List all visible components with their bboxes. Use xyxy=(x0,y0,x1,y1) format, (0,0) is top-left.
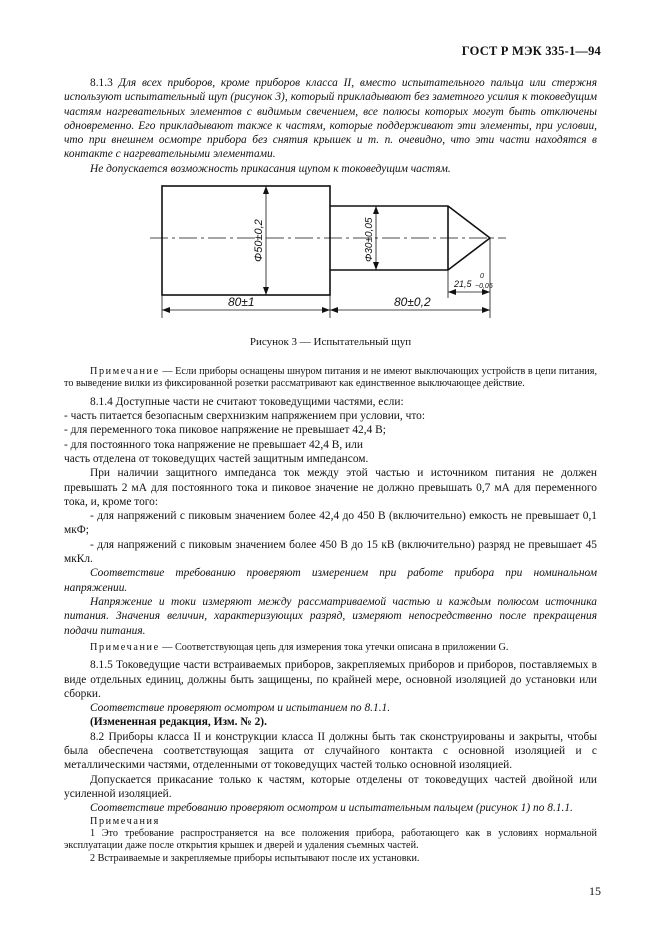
main-text xyxy=(64,366,597,865)
probe-large-cylinder xyxy=(162,186,330,295)
compliance-check: Соответствие проверяют осмотром и испытанием по 8.1.1. xyxy=(90,702,391,715)
paragraph-8-2-b: Допускается прикасание только к частям, которые отделены от токоведущих частей двойной или усиленной изоляцией. xyxy=(64,773,597,800)
document-header: ГОСТ Р МЭК 335-1—94 xyxy=(461,44,601,58)
compliance-check: Напряжение и токи измеряют между рассматриваемой частью и каждым полюсом источника питания. Значения величин, характеризующих разряд, измеряют непосредственно после прекращения подачи питания. xyxy=(64,595,597,637)
notes-heading: Примечания xyxy=(90,815,160,827)
dim-left-length: 80±1 xyxy=(228,295,255,309)
paragraph-8-1-5: 8.1.5 Токоведущие части встраиваемых приборов, закрепляемых приборов и приборов, поставляемых в виде отдельных единиц, должны быть защищены, по крайней мере, основной изоляцией до установки или сборки. xyxy=(64,659,597,700)
note-1 xyxy=(64,366,597,391)
note-item-2: 2 Встраиваемые и закрепляемые приборы испытывают после их установки. xyxy=(90,852,420,864)
list-item: часть отделена от токоведущих частей защитным импедансом. xyxy=(64,453,369,465)
clause-text: Для всех приборов, кроме приборов класса II, вместо испытательного пальца или стержня используют испытательный щуп (рисунок 3), который прикладывают без заметного усилия к токоведущим частям нагревательных элементов с видимым свечением, все полюсы которых могут быть отключены одновременно. Его прикладывают также к частям, которые поддерживают эти элементы, при условии, что при внешнем осмотре прибора без снятия крышек и т. п. очевидно, что эти части находятся в контакте с нагревательными элементами. xyxy=(64,77,597,161)
amendment-note: (Измененная редакция, Изм. № 2). xyxy=(90,716,267,729)
compliance-check: Соответствие требованию проверяют измерением при работе прибора при номинальном напряжении. xyxy=(64,567,597,594)
dim-large-diameter: Φ50±0,2 xyxy=(253,219,265,262)
note-item-1: 1 Это требование распространяется на все положения прибора, работающего как в условиях нормальной эксплуатации даже после открытия крышек и дверей и удаления съемных частей. xyxy=(64,827,597,852)
dim-tip-length: 21,5 xyxy=(454,279,472,289)
list-item: - для напряжений с пиковым значением более 42,4 до 450 В (включительно) емкость не превышает 0,1 мкФ; xyxy=(64,510,597,537)
dim-tip-tol-upper: 0 xyxy=(480,273,484,280)
paragraph-8-2: 8.2 Приборы класса II и конструкции класса II должны быть так сконструированы и закрыты, чтобы была обеспечена соответствующая защита от случайного контакта с основной изоляцией и с металлическими частями, отделенными от токоведущих частей только основной изоляцией. xyxy=(64,730,597,772)
note-label: Примечание xyxy=(90,641,160,653)
test-probe-drawing xyxy=(150,170,530,325)
paragraph-8-1-3-b: Не допускается возможность прикасания щупом к токоведущим частям. xyxy=(90,162,451,175)
paragraph-impedance: При наличии защитного импеданса ток между этой частью и источником питания не должен превышать 2 мА для постоянного тока и пиковое значение не должно превышать 0,7 мА для переменного тока, и, кроме того: xyxy=(64,467,597,508)
section-8-1-3 xyxy=(64,76,597,176)
note-label: Примечание xyxy=(90,366,160,377)
paragraph-8-1-3 xyxy=(64,76,597,162)
dim-tip-tol-lower: −0,05 xyxy=(475,283,493,290)
list-item: - для постоянного тока напряжение не превышает 42,4 В, или xyxy=(64,438,363,451)
page-number: 15 xyxy=(589,884,601,898)
dim-small-diameter: Φ30±0,05 xyxy=(364,217,375,262)
list-item: - часть питается безопасным сверхнизким напряжением при условии, что: xyxy=(64,410,426,423)
note-text: — Если приборы оснащены шнуром питания и не имеют выключающих устройств в цепи питания, то выведение вилки из фиксированной розетки рассматривают как единственное выключающее действие. xyxy=(64,366,597,390)
list-item: - для переменного тока пиковое напряжение не превышает 42,4 В; xyxy=(64,424,386,437)
list-item: - для напряжений с пиковым значением более 450 В до 15 кВ (включительно) разряд не превышает 45 мкКл. xyxy=(64,538,597,566)
paragraph-8-1-4: 8.1.4 Доступные части не считают токоведущими частями, если: xyxy=(90,395,404,408)
figure-caption: Рисунок 3 — Испытательный щуп xyxy=(249,336,412,348)
note-2 xyxy=(64,642,597,654)
note-text: — Соответствующая цепь для измерения тока утечки описана в приложении G. xyxy=(159,641,509,653)
compliance-check: Соответствие требованию проверяют осмотром и испытательным пальцем (рисунок 1) по 8.1.1. xyxy=(90,802,573,815)
dim-right-length: 80±0,2 xyxy=(394,295,431,309)
clause-number: 8.1.3 xyxy=(90,77,113,89)
